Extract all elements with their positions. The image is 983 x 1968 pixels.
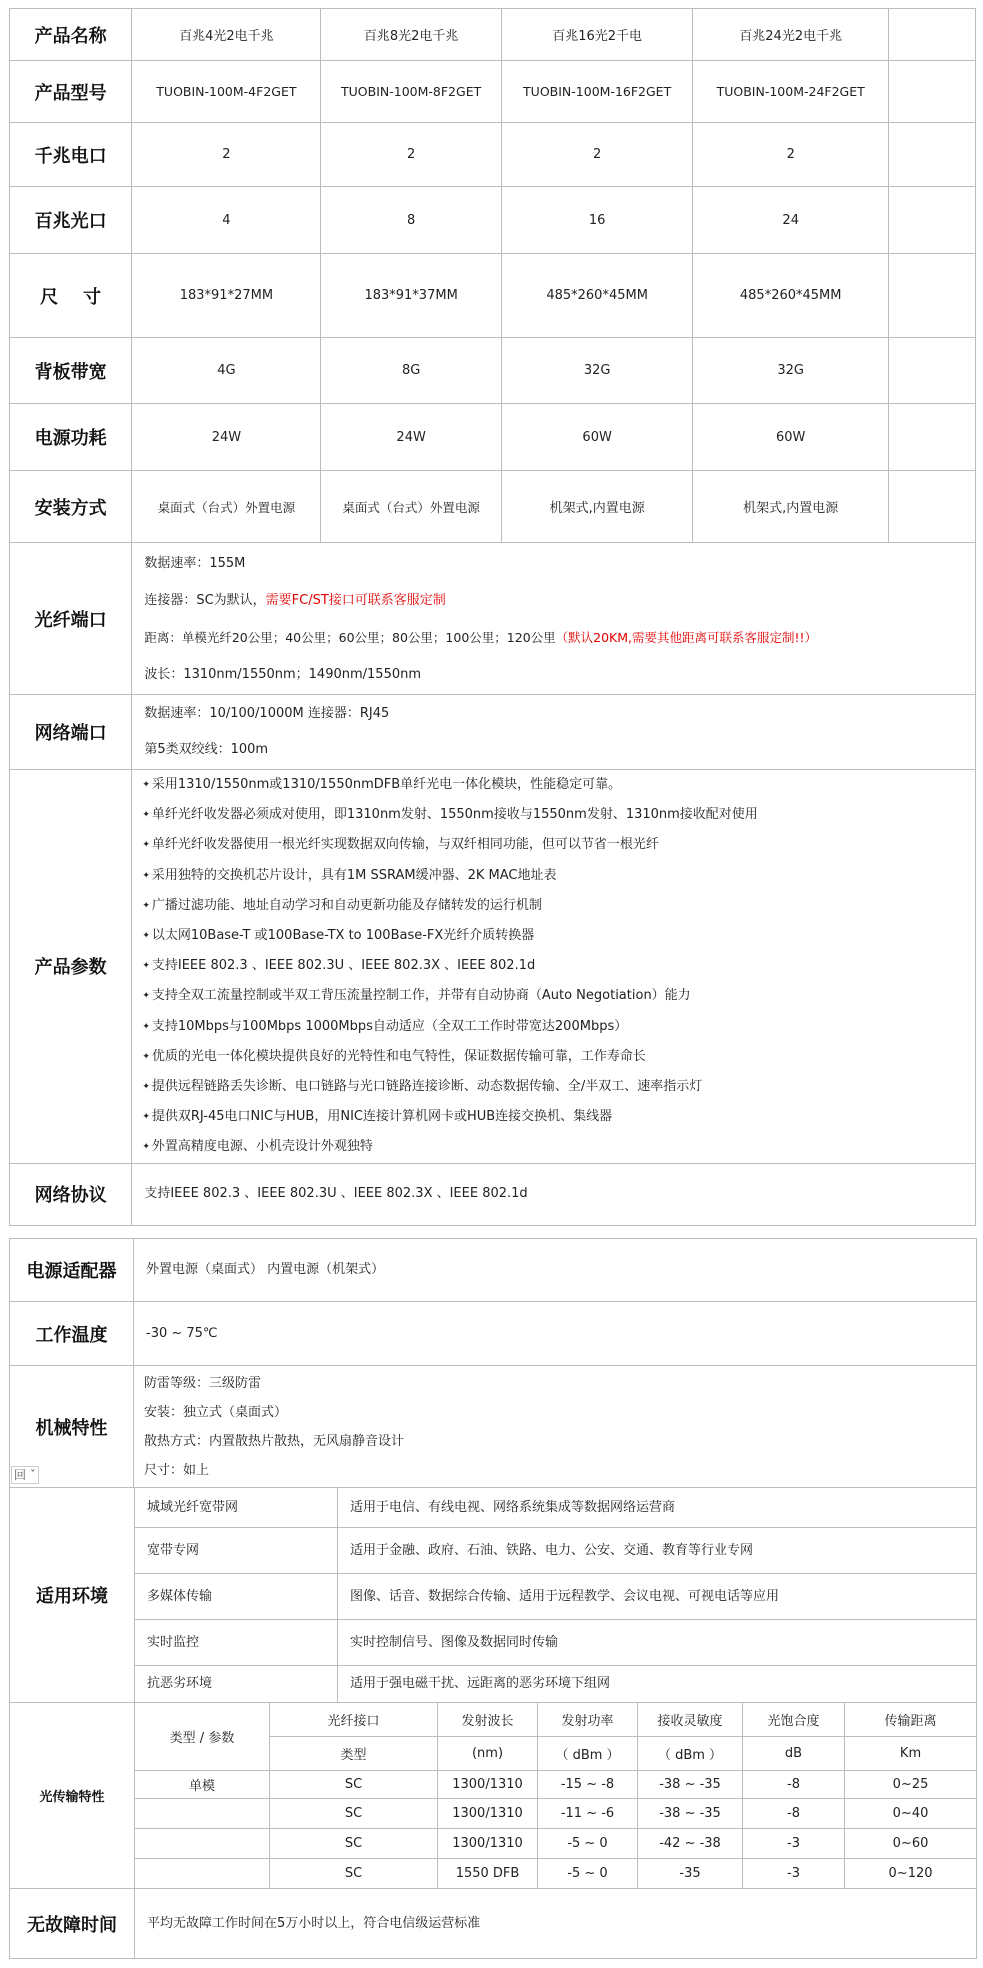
table-row xyxy=(10,1771,977,1799)
data-cell: -15 ~ -8 xyxy=(538,1771,638,1799)
env-name: 城域光纤宽带网 xyxy=(135,1488,338,1528)
list-item: ✦ 单纤光纤收发器必须成对使用，即1310nm发射、1550nm接收与1550nm发射、1310nm接收配对使用 xyxy=(142,800,971,830)
row-label: 网络端口 xyxy=(10,695,132,770)
row-label: 工作温度 xyxy=(10,1302,134,1366)
empty-cell xyxy=(888,187,975,254)
type-cell xyxy=(135,1799,270,1829)
data-cell: 1300/1310 xyxy=(438,1771,538,1799)
env-name: 多媒体传输 xyxy=(135,1574,338,1620)
table-row xyxy=(10,338,976,404)
row-label: 背板带宽 xyxy=(10,338,132,404)
spec-table xyxy=(9,8,976,1226)
row-label: 安装方式 xyxy=(10,471,132,543)
fiber-distance: 距离：单模光纤20公里；40公里；60公里；80公里；100公里；120公里（默认20KM,需要其他距离可联系客服定制!!） xyxy=(144,629,818,645)
list-item: ✦ 采用独特的交换机芯片设计，具有1M SSRAM缓冲器、2K MAC地址表 xyxy=(142,861,971,891)
list-item: ✦ 外置高精度电源、小机壳设计外观独特 xyxy=(142,1132,971,1162)
fiber-rate: 数据速率：155M xyxy=(144,555,246,571)
env-desc: 图像、话音、数据综合传输、适用于远程教学、会议电视、可视电话等应用 xyxy=(338,1574,977,1620)
general-table xyxy=(9,1238,977,1488)
network-port-details: 数据速率：10/100/1000M 连接器：RJ45 第5类双绞线：100m xyxy=(132,695,976,770)
data-cell: 0~25 xyxy=(845,1771,977,1799)
value-cell: 16 xyxy=(501,187,693,254)
data-cell: SC xyxy=(270,1859,438,1889)
list-item: ✦ 广播过滤功能、地址自动学习和自动更新功能及存储转发的运行机制 xyxy=(142,891,971,921)
table-row xyxy=(10,61,976,123)
empty-cell xyxy=(888,61,975,123)
value-cell: 2 xyxy=(501,123,693,187)
data-cell: -5 ~ 0 xyxy=(538,1859,638,1889)
value-cell: 桌面式（台式）外置电源 xyxy=(321,471,501,543)
value-cell: 2 xyxy=(132,123,321,187)
table-row xyxy=(10,1302,977,1366)
model-cell: TUOBIN-100M-24F2GET xyxy=(693,61,888,123)
empty-cell xyxy=(888,404,975,471)
temperature-value: -30 ~ 75℃ xyxy=(134,1302,977,1366)
type-cell: 单模 xyxy=(135,1771,270,1799)
data-cell: -11 ~ -6 xyxy=(538,1799,638,1829)
row-label: 光纤端口 xyxy=(10,543,132,695)
value-cell: 485*260*45MM xyxy=(693,254,888,338)
table-row xyxy=(10,1528,977,1574)
column-subheader: Km xyxy=(845,1737,977,1771)
value-cell: 60W xyxy=(501,404,693,471)
column-subheader: （ dBm ） xyxy=(638,1737,743,1771)
value-cell: 8 xyxy=(321,187,501,254)
row-label: 产品名称 xyxy=(10,9,132,61)
data-cell: SC xyxy=(270,1829,438,1859)
column-subheader: (nm) xyxy=(438,1737,538,1771)
data-cell: 1300/1310 xyxy=(438,1799,538,1829)
empty-cell xyxy=(888,338,975,404)
data-cell: SC xyxy=(270,1771,438,1799)
env-desc: 适用于强电磁干扰、远距离的恶劣环境下组网 xyxy=(338,1666,977,1703)
row-label: 尺 寸 xyxy=(10,254,132,338)
column-header: 发射波长 xyxy=(438,1703,538,1737)
value-cell: 4G xyxy=(132,338,321,404)
model-cell: TUOBIN-100M-16F2GET xyxy=(501,61,693,123)
list-item: ✦ 以太网10Base-T 或100Base-TX to 100Base-FX光纤介质转换器 xyxy=(142,921,971,951)
table-row xyxy=(10,9,976,61)
product-name-cell: 百兆4光2电千兆 xyxy=(132,9,321,61)
list-item: ✦ 采用1310/1550nm或1310/1550nmDFB单纤光电一体化模块，性能稳定可靠。 xyxy=(142,770,971,800)
list-item: ✦ 支持IEEE 802.3 、IEEE 802.3U 、IEEE 802.3X 、IEEE 802.1d xyxy=(142,951,971,981)
value-cell: 183*91*27MM xyxy=(132,254,321,338)
table-row xyxy=(10,254,976,338)
table-row xyxy=(10,1366,977,1488)
column-header: 发射功率 xyxy=(538,1703,638,1737)
mechanical-details: 防雷等级：三级防雷 安装：独立式（桌面式） 散热方式：内置散热片散热，无风扇静音设计 尺寸：如上 xyxy=(134,1366,977,1488)
column-header: 光饱合度 xyxy=(743,1703,845,1737)
env-name: 实时监控 xyxy=(135,1620,338,1666)
table-row xyxy=(10,404,976,471)
power-adapter-value: 外置电源（桌面式） 内置电源（机架式） xyxy=(134,1239,977,1302)
table-row xyxy=(10,187,976,254)
env-name: 抗恶劣环境 xyxy=(135,1666,338,1703)
model-cell: TUOBIN-100M-4F2GET xyxy=(132,61,321,123)
list-item: ✦ 支持全双工流量控制或半双工背压流量控制工作，并带有自动协商（Auto Negotiation）能力 xyxy=(142,981,971,1011)
column-header: 接收灵敏度 xyxy=(638,1703,743,1737)
value-cell: 60W xyxy=(693,404,888,471)
protocol-value: 支持IEEE 802.3 、IEEE 802.3U 、IEEE 802.3X 、IEEE 802.1d xyxy=(132,1163,976,1225)
data-cell: 0~120 xyxy=(845,1859,977,1889)
fiber-port-details xyxy=(132,543,976,695)
table-row xyxy=(10,770,976,1164)
table-row xyxy=(10,471,976,543)
list-item: ✦ 提供远程链路丢失诊断、电口链路与光口链路连接诊断、动态数据传输、全/半双工、速率指示灯 xyxy=(142,1072,971,1102)
product-name-cell: 百兆8光2电千兆 xyxy=(321,9,501,61)
row-label: 网络协议 xyxy=(10,1163,132,1225)
value-cell: 485*260*45MM xyxy=(501,254,693,338)
table-row xyxy=(10,1666,977,1703)
env-name: 宽带专网 xyxy=(135,1528,338,1574)
row-label: 百兆光口 xyxy=(10,187,132,254)
value-cell: 183*91*37MM xyxy=(321,254,501,338)
column-subheader: dB xyxy=(743,1737,845,1771)
table-row xyxy=(10,1889,977,1959)
product-name-cell: 百兆16光2千电 xyxy=(501,9,693,61)
table-row xyxy=(10,543,976,695)
list-item: ✦ 单纤光纤收发器使用一根光纤实现数据双向传输，与双纤相同功能，但可以节省一根光纤 xyxy=(142,830,971,860)
data-cell: -8 xyxy=(743,1771,845,1799)
data-cell: -8 xyxy=(743,1799,845,1829)
row-label: 无故障时间 xyxy=(10,1889,135,1959)
row-label: 适用环境 xyxy=(10,1488,135,1703)
row-label: 千兆电口 xyxy=(10,123,132,187)
data-cell: -42 ~ -38 xyxy=(638,1829,743,1859)
row-label: 光传输特性 xyxy=(10,1703,135,1889)
list-item: ✦ 优质的光电一体化模块提供良好的光特性和电气特性，保证数据传输可靠，工作寿命长 xyxy=(142,1042,971,1072)
data-cell: 0~40 xyxy=(845,1799,977,1829)
mtbf-value: 平均无故障工作时间在5万小时以上，符合电信级运营标准 xyxy=(135,1889,977,1959)
row-label: 产品型号 xyxy=(10,61,132,123)
type-param-header: 类型 / 参数 xyxy=(135,1703,270,1771)
data-cell: 1550 DFB xyxy=(438,1859,538,1889)
custom-note: （默认20KM,需要其他距离可联系客服定制!!） xyxy=(555,629,818,645)
fiber-connector: 连接器：SC为默认，需要FC/ST接口可联系客服定制 xyxy=(144,592,446,608)
table-row xyxy=(10,1163,976,1225)
layout-options-icon[interactable]: 回 ˇ xyxy=(11,1466,39,1484)
value-cell: 2 xyxy=(321,123,501,187)
table-row xyxy=(10,123,976,187)
row-label: 机械特性 xyxy=(10,1366,134,1488)
column-header: 光纤接口 xyxy=(270,1703,438,1737)
value-cell: 24W xyxy=(132,404,321,471)
custom-note: 需要FC/ST接口可联系客服定制 xyxy=(265,592,446,608)
value-cell: 4 xyxy=(132,187,321,254)
environment-optical-table xyxy=(9,1487,977,1959)
row-label: 电源适配器 xyxy=(10,1239,134,1302)
data-cell: -3 xyxy=(743,1859,845,1889)
value-cell: 8G xyxy=(321,338,501,404)
value-cell: 32G xyxy=(693,338,888,404)
type-cell xyxy=(135,1859,270,1889)
table-row xyxy=(10,1239,977,1302)
table-row xyxy=(10,695,976,770)
row-label: 产品参数 xyxy=(10,770,132,1164)
column-subheader: 类型 xyxy=(270,1737,438,1771)
column-subheader: （ dBm ） xyxy=(538,1737,638,1771)
fiber-wavelength: 波长：1310nm/1550nm；1490nm/1550nm xyxy=(144,666,422,682)
value-cell: 24W xyxy=(321,404,501,471)
product-name-cell: 百兆24光2电千兆 xyxy=(693,9,888,61)
table-row xyxy=(10,1859,977,1889)
data-cell: -38 ~ -35 xyxy=(638,1771,743,1799)
data-cell: 1300/1310 xyxy=(438,1829,538,1859)
env-desc: 适用于电信、有线电视、网络系统集成等数据网络运营商 xyxy=(338,1488,977,1528)
table-row xyxy=(10,1703,977,1737)
value-cell: 机架式,内置电源 xyxy=(693,471,888,543)
table-row xyxy=(10,1488,977,1528)
data-cell: -5 ~ 0 xyxy=(538,1829,638,1859)
empty-cell xyxy=(888,123,975,187)
type-cell xyxy=(135,1829,270,1859)
list-item: ✦ 提供双RJ-45电口NIC与HUB，用NIC连接计算机网卡或HUB连接交换机、集线器 xyxy=(142,1102,971,1132)
model-cell: TUOBIN-100M-8F2GET xyxy=(321,61,501,123)
value-cell: 机架式,内置电源 xyxy=(501,471,693,543)
value-cell: 桌面式（台式）外置电源 xyxy=(132,471,321,543)
list-item: ✦ 支持10Mbps与100Mbps 1000Mbps自动适应（全双工工作时带宽达200Mbps） xyxy=(142,1012,971,1042)
table-row xyxy=(10,1620,977,1666)
value-cell: 2 xyxy=(693,123,888,187)
table-row xyxy=(10,1799,977,1829)
data-cell: 0~60 xyxy=(845,1829,977,1859)
data-cell: -3 xyxy=(743,1829,845,1859)
product-params-list xyxy=(132,770,976,1164)
table-row xyxy=(10,1574,977,1620)
table-row xyxy=(10,1829,977,1859)
empty-cell xyxy=(888,254,975,338)
value-cell: 24 xyxy=(693,187,888,254)
empty-cell xyxy=(888,471,975,543)
column-header: 传输距离 xyxy=(845,1703,977,1737)
row-label: 电源功耗 xyxy=(10,404,132,471)
data-cell: -35 xyxy=(638,1859,743,1889)
value-cell: 32G xyxy=(501,338,693,404)
data-cell: -38 ~ -35 xyxy=(638,1799,743,1829)
data-cell: SC xyxy=(270,1799,438,1829)
env-desc: 实时控制信号、图像及数据同时传输 xyxy=(338,1620,977,1666)
empty-cell xyxy=(888,9,975,61)
env-desc: 适用于金融、政府、石油、铁路、电力、公安、交通、教育等行业专网 xyxy=(338,1528,977,1574)
